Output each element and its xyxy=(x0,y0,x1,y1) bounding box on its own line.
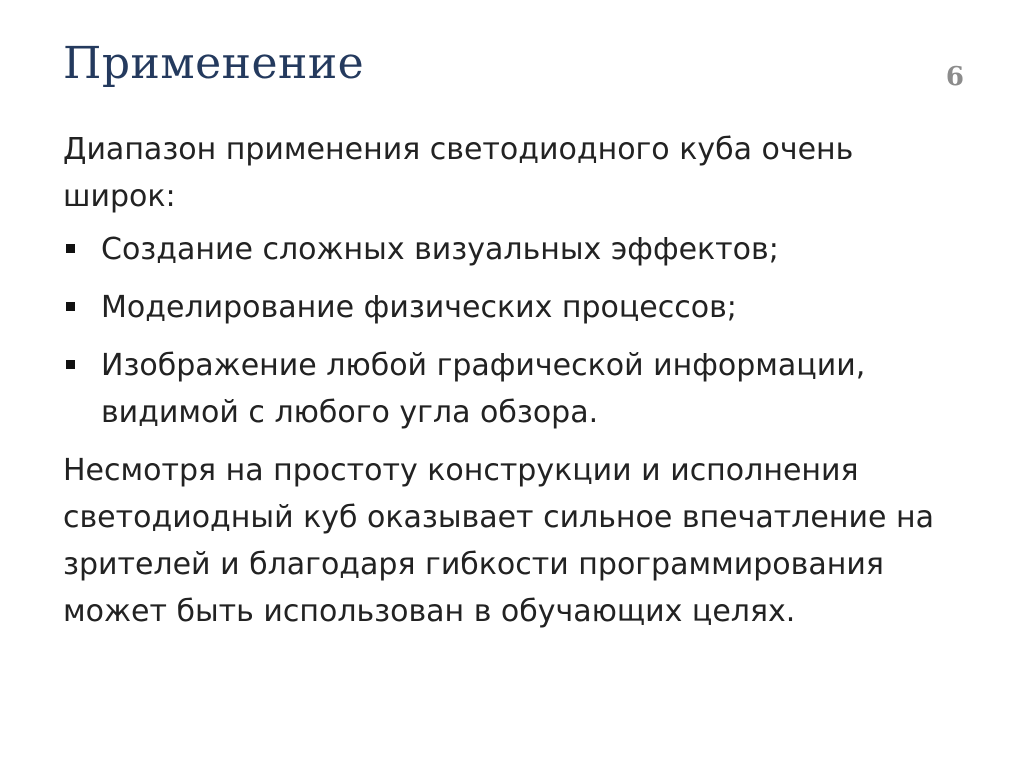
square-bullet-icon xyxy=(66,360,75,369)
slide-body xyxy=(63,126,963,635)
conclusion-paragraph: Несмотря на простоту конструкции и исполнения светодиодный куб оказывает сильное впечатление на зрителей и благодаря гибкости программирования может быть использован в обучающих целях. xyxy=(63,453,934,629)
bullet-text: Моделирование физических процессов; xyxy=(101,290,737,325)
square-bullet-icon xyxy=(66,244,75,253)
bullet-list xyxy=(63,226,963,436)
square-bullet-icon xyxy=(66,302,75,311)
intro-paragraph: Диапазон применения светодиодного куба очень широк: xyxy=(63,132,854,214)
bullet-text: Изображение любой графической информации, видимой с любого угла обзора. xyxy=(101,348,866,430)
slide-title: Применение xyxy=(63,38,365,89)
bullet-item xyxy=(63,284,963,331)
bullet-item xyxy=(63,342,963,436)
slide-number: 6 xyxy=(945,62,964,92)
bullet-item xyxy=(63,226,963,273)
bullet-text: Создание сложных визуальных эффектов; xyxy=(101,232,779,267)
